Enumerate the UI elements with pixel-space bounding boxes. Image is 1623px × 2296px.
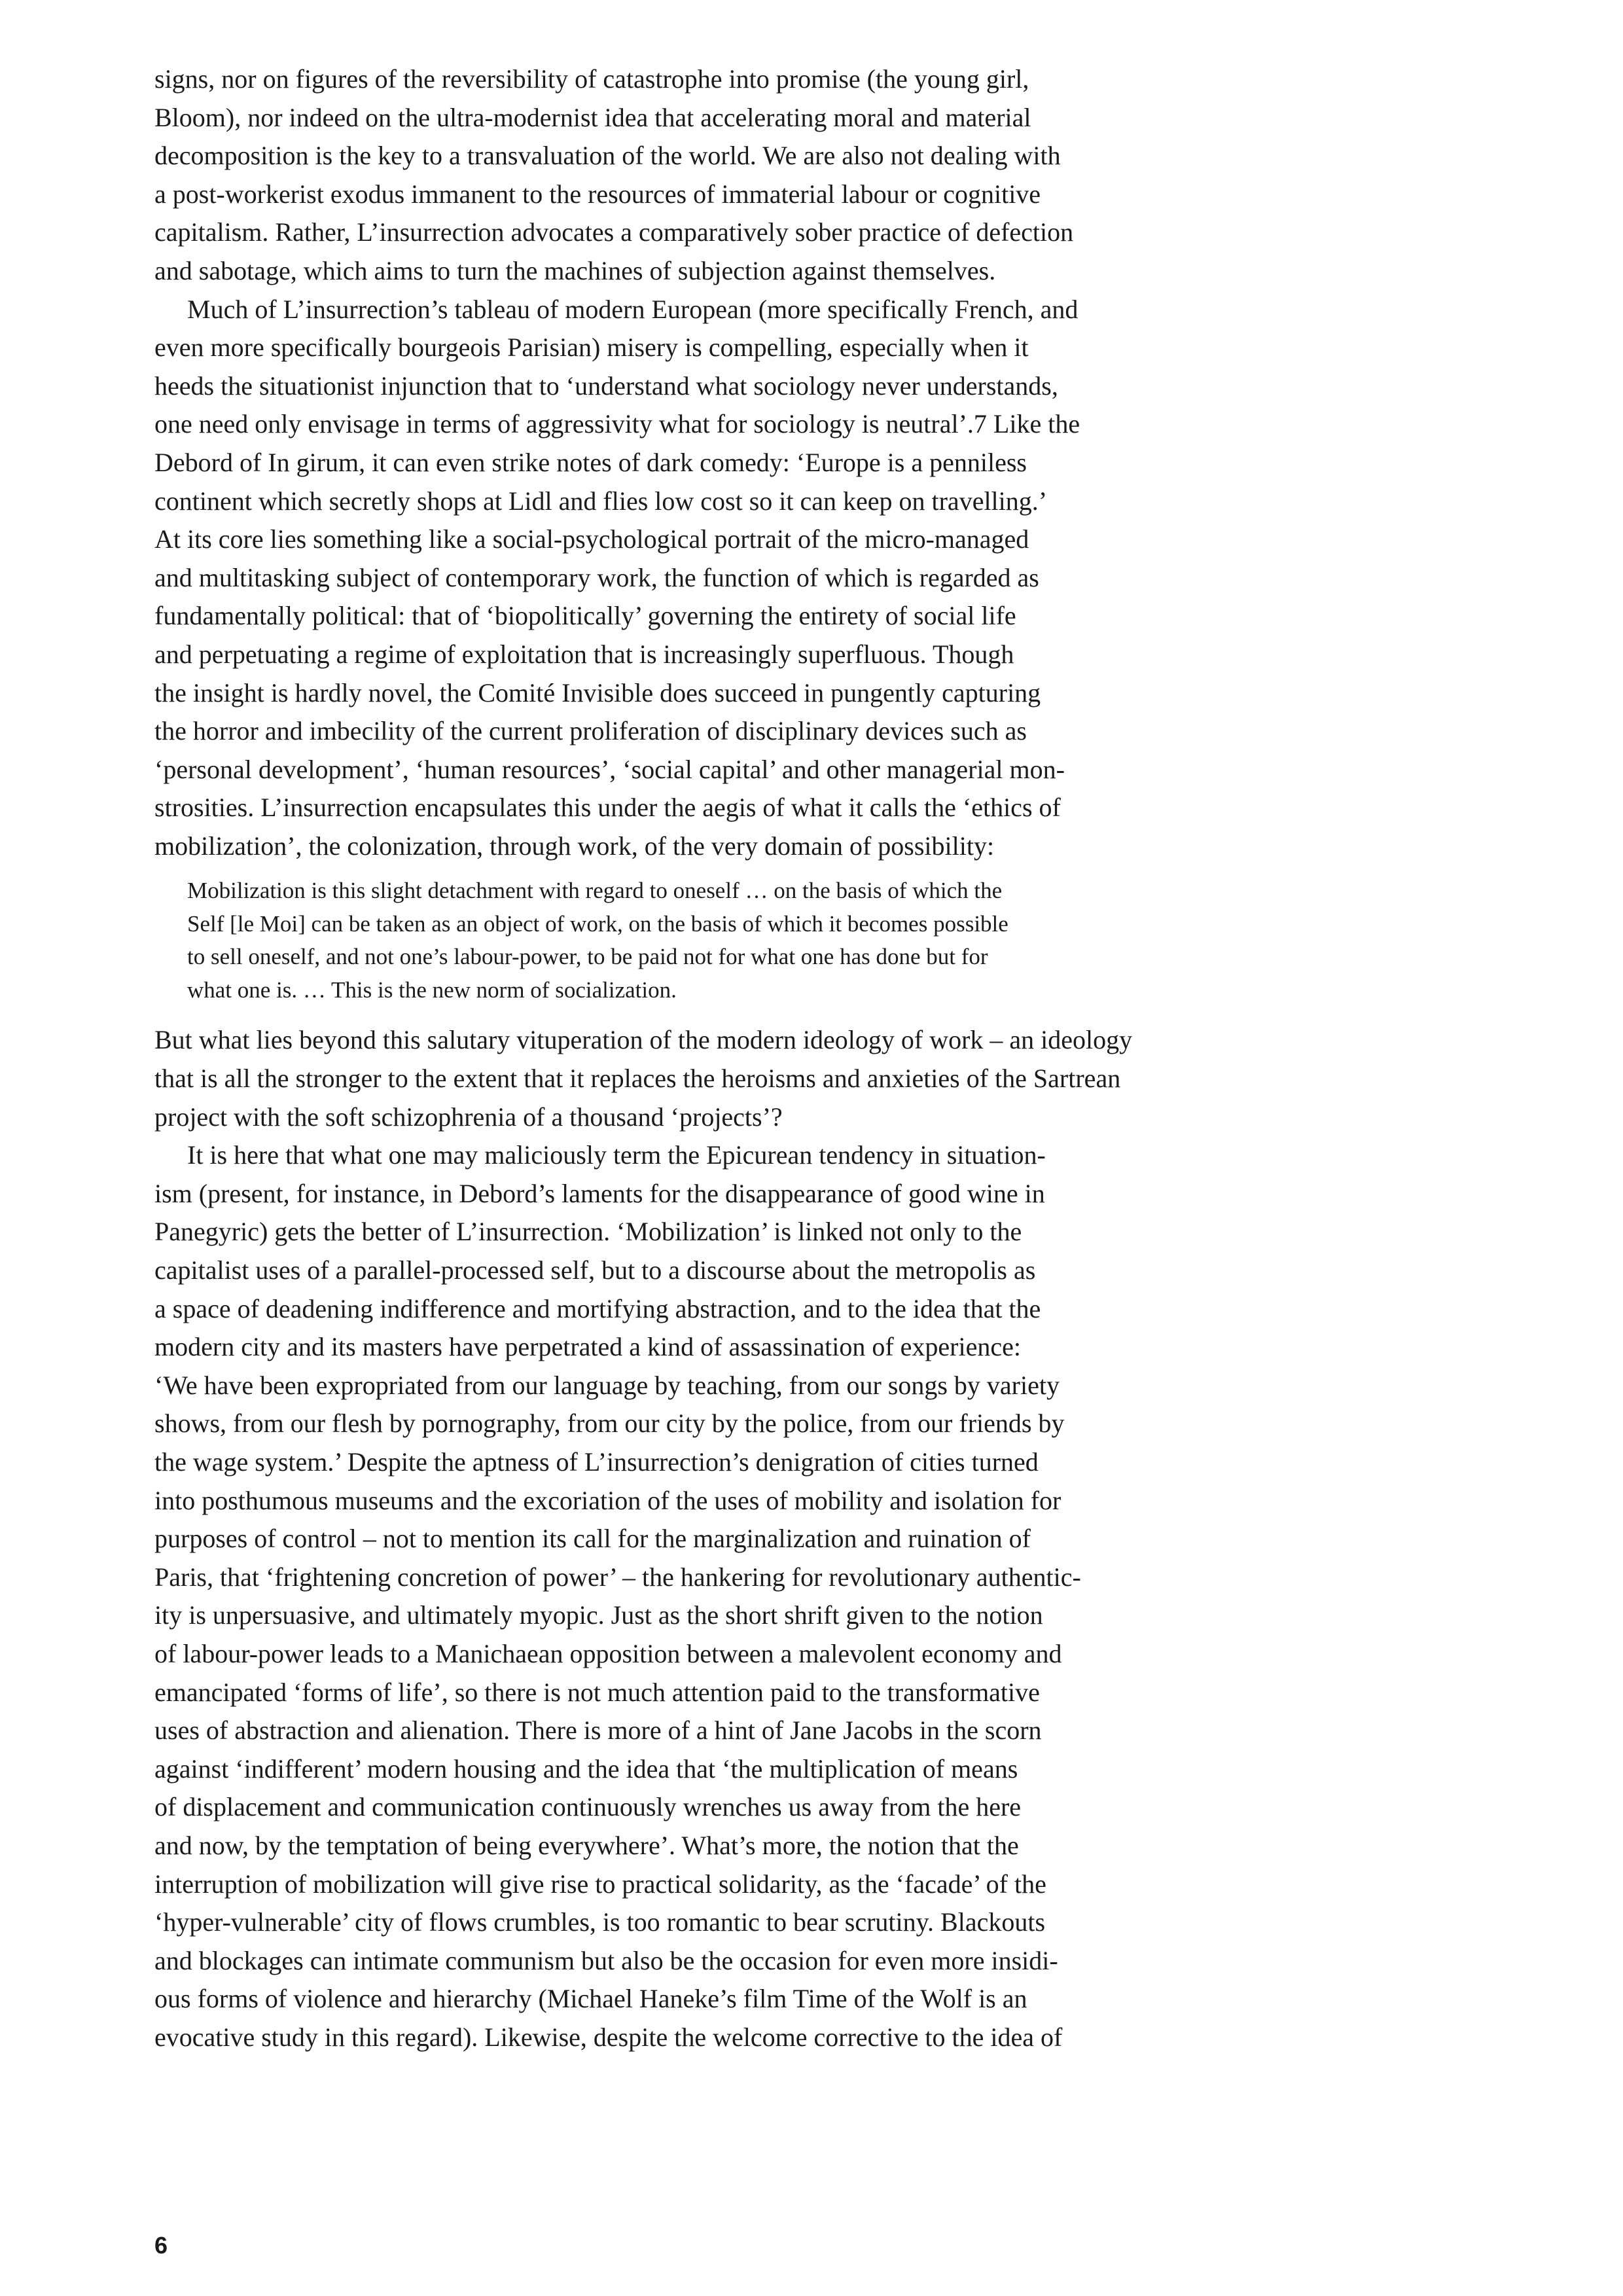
page-number: 6 bbox=[154, 2232, 168, 2259]
paragraph-1: signs, nor on figures of the reversibility of catastrophe into promise (the young girl, Bloom), nor indeed on the ultra-modernist idea that accelerating moral and material decomposition is the key to a transvaluation of the world. We are also not dealing with a post-workerist exodus immanent to the resources of immaterial labour or cognitive capitalism. Rather, L’insurrection advocates a comparatively sober practice of defection and sabotage, which aims to turn the machines of subjection against themselves. bbox=[154, 64, 1074, 285]
main-text-column bbox=[154, 60, 1208, 2057]
paragraph-4: It is here that what one may maliciously term the Epicurean tendency in situation- ism (present, for instance, in Debord’s laments for the disappearance of good wine in Panegyric) gets the better of L’insurrection. ‘Mobilization’ is linked not only to the capitalist uses of a parallel-processed self, but to a discourse about the metropolis as a space of deadening indifference and mortifying abstraction, and to the idea that the modern city and its masters have perpetrated a kind of assassination of experience: ‘We have been expropriated from our language by teaching, from our songs by variety shows, from our flesh by pornography, from our city by the police, from our friends by the wage system.’ Despite the aptness of L’insurrection’s denigration of cities turned into posthumous museums and the excoriation of the uses of mobility and isolation for purposes of control – not to mention its call for the marginalization and ruination of Paris, that ‘frightening concretion of power’ – the hankering for revolutionary authentic- ity is unpersuasive, and ultimately myopic. Just as the short shrift given to the notion of labour-power leads to a Manichaean opposition between a malevolent economy and emancipated ‘forms of life’, so there is not much attention paid to the transformative uses of abstraction and alienation. There is more of a hint of Jane Jacobs in the scorn against ‘indifferent’ modern housing and the idea that ‘the multiplication of means of displacement and communication continuously wrenches us away from the here and now, by the temptation of being everywhere’. What’s more, the notion that the interruption of mobilization will give rise to practical solidarity, as the ‘facade’ of the ‘hyper-vulnerable’ city of flows crumbles, is too romantic to bear scrutiny. Blackouts and blockages can intimate communism but also be the occasion for even more insidi- ous forms of violence and hierarchy (Michael Haneke’s film Time of the Wolf is an evocative study in this regard). Likewise, despite the welcome corrective to the idea of bbox=[154, 1140, 1081, 2052]
block-quote: Mobilization is this slight detachment with regard to oneself … on the basis of which the Self [le Moi] can be taken as an object of work, on the basis of which it becomes possible to sell oneself, and not one’s labour-power, to be paid not for what one has done but for what one is. … This is the new norm of socialization. bbox=[187, 878, 1008, 1003]
paragraph-3: But what lies beyond this salutary vituperation of the modern ideology of work – an ideology that is all the stronger to the extent that it replaces the heroisms and anxieties of the Sartrean project with the soft schizophrenia of a thousand ‘projects’? bbox=[154, 1025, 1133, 1132]
paragraph-2: Much of L’insurrection’s tableau of modern European (more specifically French, and even more specifically bourgeois Parisian) misery is compelling, especially when it heeds the situationist injunction that to ‘understand what sociology never understands, one need only envisage in terms of aggressivity what for sociology is neutral’.7 Like the Debord of In girum, it can even strike notes of dark comedy: ‘Europe is a penniless continent which secretly shops at Lidl and flies low cost so it can keep on travelling.’ At its core lies something like a social-psychological portrait of the micro-managed and multitasking subject of contemporary work, the function of which is regarded as fundamentally political: that of ‘biopolitically’ governing the entirety of social life and perpetuating a regime of exploitation that is increasingly superfluous. Though the insight is hardly novel, the Comité Invisible does succeed in pungently capturing the horror and imbecility of the current proliferation of disciplinary devices such as ‘personal development’, ‘human resources’, ‘social capital’ and other managerial mon- strosities. L’insurrection encapsulates this under the aegis of what it calls the ‘ethics of mobilization’, the colonization, through work, of the very domain of possibility: bbox=[154, 294, 1080, 861]
